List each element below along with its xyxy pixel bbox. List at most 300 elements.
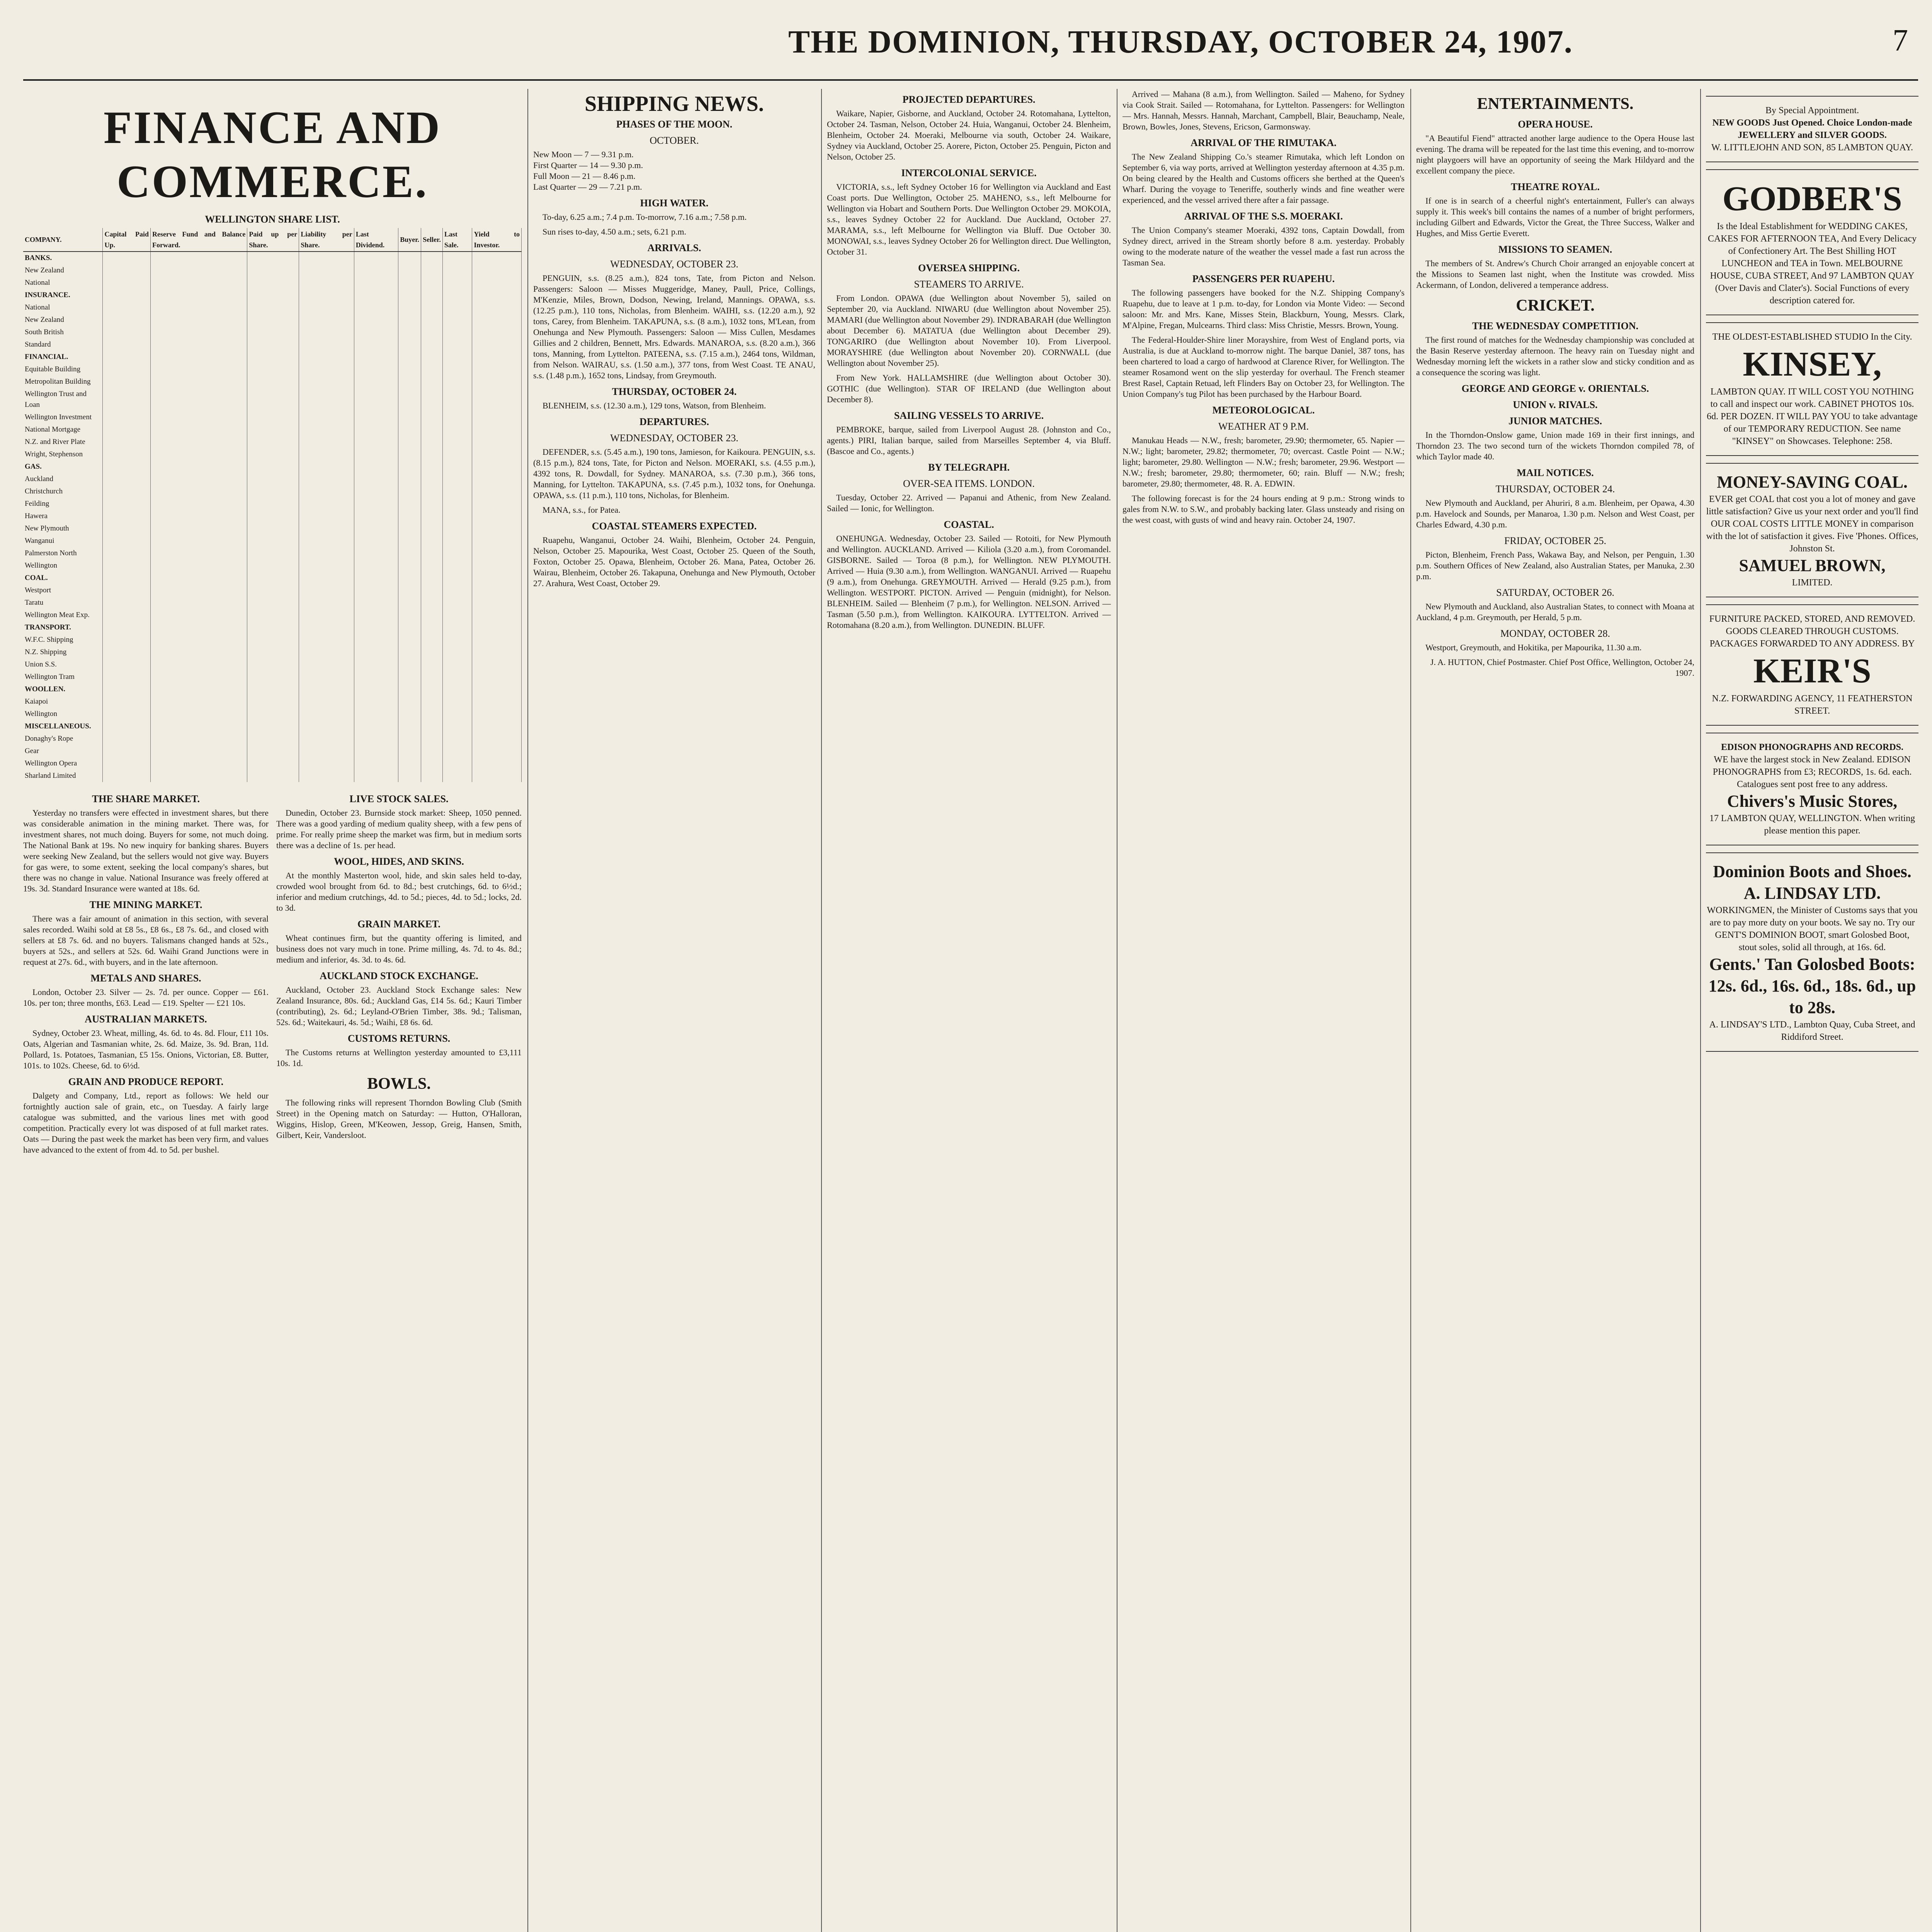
share-list-cell bbox=[354, 436, 398, 448]
intercolonial-head: INTERCOLONIAL SERVICE. bbox=[901, 167, 1037, 179]
misc-shipping-text: The Federal-Houlder-Shire liner Morayshire, from West of England ports, via Australia, is due at Auckland to-morrow night. The barque Daniel, 387 tons, has been chartered to load a cargo of hardwood at Clarence River, for Wellington. The steamer Rosamond went on the slip yesterday for overhaul. The French steamer Brest Rasel, Captain Retuad, left Flinders Bay on October 23, for Wellington. The Union Company's tug Pilot has been purchased by the Harbour Board. bbox=[1122, 335, 1405, 399]
share-list-company: Taratu bbox=[23, 597, 103, 609]
share-list-cell bbox=[247, 411, 299, 423]
share-list-row bbox=[23, 461, 522, 473]
share-list-cell bbox=[398, 314, 421, 326]
share-list-cell bbox=[103, 510, 151, 522]
share-list-cell bbox=[151, 683, 247, 696]
share-list-cell bbox=[103, 277, 151, 289]
auckland-head: AUCKLAND STOCK EXCHANGE. bbox=[320, 970, 478, 981]
share-list-cell bbox=[299, 301, 354, 314]
share-list-row bbox=[23, 314, 522, 326]
share-list-cell bbox=[103, 720, 151, 733]
shipping-column-3 bbox=[1122, 89, 1405, 1932]
share-list-company: Wellington Trust and Loan bbox=[23, 388, 103, 411]
share-list-cell bbox=[442, 560, 472, 572]
bowls-head: BOWLS. bbox=[367, 1075, 431, 1093]
share-list-cell bbox=[421, 535, 443, 547]
junior-head: JUNIOR MATCHES. bbox=[1508, 415, 1602, 427]
share-list-cell bbox=[354, 597, 398, 609]
share-list-cell bbox=[103, 388, 151, 411]
share-list-cell bbox=[247, 658, 299, 671]
share-market-text: Yesterday no transfers were effected in investment shares, but there was considerable animation in the mining market. There was, for investment shares, not much doing. Buyers for some, not much doing. The National Bank at 19s. No new inquiry for banking shares. Buyers were seeking New Zealand, but the sellers would not give way. Buyers for gas were, to some extent, seeking the local company's shares, but there was no change in value. National Insurance was freely offered at 19s. 3d. Standard Insurance were wanted at 18s. 6d. bbox=[23, 808, 269, 893]
share-list-cell bbox=[472, 597, 522, 609]
share-list-row bbox=[23, 547, 522, 560]
share-list-cell bbox=[247, 745, 299, 757]
share-list-cell bbox=[299, 745, 354, 757]
share-list-cell bbox=[472, 535, 522, 547]
share-list-cell bbox=[103, 423, 151, 436]
share-list-cell bbox=[354, 757, 398, 770]
wednesday-competition: THE WEDNESDAY COMPETITION. bbox=[1472, 320, 1639, 332]
share-list-cell bbox=[442, 498, 472, 510]
share-list-cell bbox=[247, 584, 299, 597]
share-list-cell bbox=[354, 314, 398, 326]
share-list-cell bbox=[247, 423, 299, 436]
arrivals-date: WEDNESDAY, OCTOBER 23. bbox=[610, 259, 738, 270]
share-list-cell bbox=[151, 351, 247, 363]
moon-phase: Full Moon — 21 — 8.46 p.m. bbox=[533, 171, 636, 181]
share-list-row bbox=[23, 522, 522, 535]
share-list-cell bbox=[103, 621, 151, 634]
moeraki-text: The Union Company's steamer Moeraki, 4392 tons, Captain Dowdall, from Sydney direct, arrived in the Stream shortly before 8 a.m. yesterday. Probably owing to the moderate nature of the weather the vessel made a fast run across the Tasman Sea. bbox=[1122, 225, 1405, 267]
share-list-company: National bbox=[23, 277, 103, 289]
share-list-company: N.Z. and River Plate bbox=[23, 436, 103, 448]
share-list-cell bbox=[398, 485, 421, 498]
share-list-cell bbox=[398, 696, 421, 708]
kinsey-top: THE OLDEST-ESTABLISHED STUDIO In the City. bbox=[1712, 332, 1912, 342]
share-list-cell bbox=[421, 720, 443, 733]
overseas-head: OVERSEA SHIPPING. bbox=[918, 262, 1020, 274]
share-list-company: Wellington Investment bbox=[23, 411, 103, 423]
share-list-cell bbox=[354, 609, 398, 621]
share-list-company: FINANCIAL. bbox=[23, 351, 103, 363]
share-list-cell bbox=[398, 745, 421, 757]
page-number: 7 bbox=[1893, 24, 1909, 58]
share-list-cell bbox=[442, 289, 472, 301]
share-list-row bbox=[23, 683, 522, 696]
share-list-cell bbox=[247, 671, 299, 683]
high-water-head: HIGH WATER. bbox=[640, 197, 709, 209]
share-list-cell bbox=[442, 363, 472, 376]
share-list-row bbox=[23, 609, 522, 621]
share-list-cell bbox=[421, 770, 443, 782]
share-list-company: New Zealand bbox=[23, 264, 103, 277]
share-list-cell bbox=[421, 411, 443, 423]
share-list-cell bbox=[354, 277, 398, 289]
share-list-cell bbox=[421, 436, 443, 448]
share-list-cell bbox=[151, 621, 247, 634]
share-list-cell bbox=[299, 363, 354, 376]
share-list-cell bbox=[354, 696, 398, 708]
godber-text: Is the Ideal Establishment for WEDDING CAKES, CAKES FOR AFTERNOON TEA, And Every Delicacy of Confectionery Art. The Best Shilling HOT LUNCHEON and TEA in Town. MELBOURNE HOUSE, CUBA STREET, And 97 LAMBTON QUAY (Over Davis and Clater's). Social Functions of every description catered for. bbox=[1708, 221, 1917, 306]
share-list-cell bbox=[247, 535, 299, 547]
moon-phase: New Moon — 7 — 9.31 p.m. bbox=[533, 150, 634, 159]
customs-head: CUSTOMS RETURNS. bbox=[347, 1033, 451, 1044]
wool-head: WOOL, HIDES, AND SKINS. bbox=[334, 856, 464, 867]
match-2: UNION v. RIVALS. bbox=[1513, 399, 1598, 410]
share-list-company: GAS. bbox=[23, 461, 103, 473]
share-list-row bbox=[23, 733, 522, 745]
share-list-cell bbox=[151, 388, 247, 411]
share-list-cell bbox=[151, 597, 247, 609]
share-list-cell bbox=[421, 560, 443, 572]
departures-head: DEPARTURES. bbox=[639, 416, 709, 427]
share-list-company: TRANSPORT. bbox=[23, 621, 103, 634]
share-list-row bbox=[23, 720, 522, 733]
share-list-cell bbox=[442, 683, 472, 696]
share-list-cell bbox=[421, 473, 443, 485]
share-list-cell bbox=[151, 314, 247, 326]
share-list-cell bbox=[299, 708, 354, 720]
share-list-cell bbox=[103, 461, 151, 473]
share-list-cell bbox=[442, 658, 472, 671]
share-list-cell bbox=[151, 301, 247, 314]
moon-phase: First Quarter — 14 — 9.30 p.m. bbox=[533, 160, 643, 170]
share-list-company: INSURANCE. bbox=[23, 289, 103, 301]
share-list-cell bbox=[151, 277, 247, 289]
seamen-text: The members of St. Andrew's Church Choir arranged an enjoyable concert at the Missions to Seamen last night, when the Institute was crowded. Miss Ackermann, of London, delivered a temperance address. bbox=[1416, 259, 1694, 290]
share-list-cell bbox=[472, 720, 522, 733]
share-list-cell bbox=[103, 597, 151, 609]
share-list-cell bbox=[398, 609, 421, 621]
share-list-cell bbox=[299, 252, 354, 264]
coal-ad bbox=[1706, 463, 1918, 597]
share-list-cell bbox=[421, 696, 443, 708]
share-list-row bbox=[23, 757, 522, 770]
share-list-company: Wright, Stephenson bbox=[23, 448, 103, 461]
share-list-cell bbox=[421, 252, 443, 264]
share-list-cell bbox=[354, 473, 398, 485]
share-list-cell bbox=[472, 423, 522, 436]
share-list-cell bbox=[472, 572, 522, 584]
entertainments-title: ENTERTAINMENTS. bbox=[1477, 95, 1634, 113]
share-list-row bbox=[23, 363, 522, 376]
share-list-cell bbox=[354, 351, 398, 363]
weather-text: Manukau Heads — N.W., fresh; barometer, 29.90; thermometer, 65. Napier — N.W.; light; barometer, 29.82; thermometer, 70; overcast. Castle Point — N.W.; light; barometer, 29.80. Wellington — N.W.; fresh; barometer, 29.96. Westport — N.W.; fresh; barometer, 29.80; thermometer, 60; rain. Bluff — N.W.; fresh; barometer, 29.80; thermometer, 48. R. A. EDWIN. bbox=[1122, 435, 1405, 488]
cricket-head: CRICKET. bbox=[1516, 297, 1595, 315]
share-list-cell bbox=[421, 351, 443, 363]
high-water-text: To-day, 6.25 a.m.; 7.4 p.m. To-morrow, 7.16 a.m.; 7.58 p.m. bbox=[543, 212, 747, 222]
share-list-company: Feilding bbox=[23, 498, 103, 510]
rimutaka-head: ARRIVAL OF THE RIMUTAKA. bbox=[1190, 137, 1337, 148]
share-list-cell bbox=[354, 498, 398, 510]
share-list-cell bbox=[103, 522, 151, 535]
grain-text: Dalgety and Company, Ltd., report as follows: We held our fortnightly auction sale of grain, etc., on Tuesday. A fairly large catalogue was submitted, and the various lines met with good competition. Practically every lot was disposed of at full market rates. Oats — During the past week the market has been very firm, and values have advanced to the extent of from 4d. to 5d. per bushel. bbox=[23, 1091, 269, 1155]
share-list-cell bbox=[472, 498, 522, 510]
share-list-cell bbox=[247, 696, 299, 708]
share-list-cell bbox=[354, 708, 398, 720]
share-list-cell bbox=[299, 436, 354, 448]
coastal-head: COASTAL. bbox=[944, 519, 994, 530]
share-list-cell bbox=[247, 264, 299, 277]
share-list-cell bbox=[442, 264, 472, 277]
share-list-cell bbox=[398, 326, 421, 338]
share-list-cell bbox=[472, 696, 522, 708]
edison-text: WE have the largest stock in New Zealand. EDISON PHONOGRAPHS from £3; RECORDS, 1s. 6d. each. Catalogues sent post free to any address. bbox=[1713, 755, 1912, 789]
share-list-company: Wellington bbox=[23, 560, 103, 572]
share-list-cell bbox=[151, 326, 247, 338]
mining-text: There was a fair amount of animation in this section, with several sales recorded. Waihi sold at £8 5s., £8 6s., £8 7s. 6d., and closed with sellers at £8 7s. 6d. and no buyers. Talismans changed hands at 52s., buyers at 52s., and sellers at 52s. 6d. Waihi Grand Junctions were in request at 27s. 6d., with buyers, and in the late afternoon. bbox=[23, 914, 269, 967]
share-list-cell bbox=[398, 436, 421, 448]
share-list-cell bbox=[103, 745, 151, 757]
share-list-cell bbox=[472, 252, 522, 264]
share-list-cell bbox=[398, 757, 421, 770]
mail-date-4: MONDAY, OCTOBER 28. bbox=[1500, 628, 1611, 639]
share-list-cell bbox=[442, 448, 472, 461]
share-list-cell bbox=[299, 388, 354, 411]
share-list-cell bbox=[472, 584, 522, 597]
share-list-row bbox=[23, 646, 522, 658]
share-list-cell bbox=[354, 338, 398, 351]
coal-title: MONEY-SAVING COAL. bbox=[1717, 473, 1908, 492]
share-list-cell bbox=[151, 572, 247, 584]
share-list-cell bbox=[442, 621, 472, 634]
share-list-cell bbox=[103, 683, 151, 696]
share-list-cell bbox=[398, 411, 421, 423]
metals-text: London, October 23. Silver — 2s. 7d. per ounce. Copper — £61. 10s. per ton; three months, £63. Lead — £19. Spelter — £21 10s. bbox=[23, 987, 269, 1008]
share-list-cell bbox=[103, 757, 151, 770]
share-list-cell bbox=[472, 634, 522, 646]
share-list-cell bbox=[299, 448, 354, 461]
share-list-company: MISCELLANEOUS. bbox=[23, 720, 103, 733]
share-list-cell bbox=[442, 436, 472, 448]
share-list-cell bbox=[103, 658, 151, 671]
share-list-cell bbox=[151, 252, 247, 264]
share-list-row bbox=[23, 423, 522, 436]
share-list-cell bbox=[151, 522, 247, 535]
share-list-company: Wellington Meat Exp. bbox=[23, 609, 103, 621]
share-list-cell bbox=[442, 597, 472, 609]
share-list-cell bbox=[421, 338, 443, 351]
share-list-cell bbox=[354, 745, 398, 757]
share-list-cell bbox=[299, 770, 354, 782]
share-list-cell bbox=[398, 264, 421, 277]
lindsay-ad bbox=[1706, 852, 1918, 1052]
share-list-cell bbox=[421, 658, 443, 671]
share-list-cell bbox=[103, 547, 151, 560]
share-list-company: Palmerston North bbox=[23, 547, 103, 560]
share-list-cell bbox=[421, 757, 443, 770]
share-list-cell bbox=[247, 733, 299, 745]
ruapehu-head: PASSENGERS PER RUAPEHU. bbox=[1192, 273, 1335, 284]
share-list-cell bbox=[421, 423, 443, 436]
share-list-cell bbox=[421, 745, 443, 757]
share-list-cell bbox=[398, 289, 421, 301]
share-list-cell bbox=[421, 448, 443, 461]
share-list-cell bbox=[151, 745, 247, 757]
share-list-cell bbox=[398, 708, 421, 720]
share-list-cell bbox=[103, 708, 151, 720]
share-list-cell bbox=[247, 757, 299, 770]
samuel-sub: LIMITED. bbox=[1792, 578, 1833, 588]
share-list-cell bbox=[354, 363, 398, 376]
overseas-text: From London. OPAWA (due Wellington about November 5), sailed on September 20, via Auckland. NIWARU (due Wellington about November 25). MAMARI (due Wellington about November 29). INDRABARAH (due Wellington about December 6). MATATUA (due Wellington about December 29). TONGARIRO (due Wellington about November 10). From Liverpool. MORAYSHIRE (due Wellington about November 20). CORNWALL (due Wellington about November 25). bbox=[827, 293, 1111, 368]
share-list-row bbox=[23, 301, 522, 314]
share-list-cell bbox=[398, 634, 421, 646]
share-list-cell bbox=[354, 411, 398, 423]
share-list-cell bbox=[247, 609, 299, 621]
share-list-cell bbox=[421, 621, 443, 634]
customs-text: The Customs returns at Wellington yesterday amounted to £3,111 10s. 1d. bbox=[276, 1048, 522, 1068]
share-list-cell bbox=[398, 423, 421, 436]
share-list-cell bbox=[442, 388, 472, 411]
share-list-cell bbox=[472, 436, 522, 448]
share-list-cell bbox=[354, 510, 398, 522]
share-list-row bbox=[23, 277, 522, 289]
share-list-cell bbox=[299, 289, 354, 301]
share-list-cell bbox=[151, 264, 247, 277]
share-list-cell bbox=[247, 522, 299, 535]
share-list-column-header: Reserve Fund and Balance Forward. bbox=[151, 228, 247, 252]
finance-title: FINANCE AND COMMERCE. bbox=[103, 102, 442, 207]
mail-text-1: New Plymouth and Auckland, per Ahuriri, 8 a.m. Blenheim, per Opawa, 4.30 p.m. Havelock and Sounds, per Manaroa, 1.30 p.m. Nelson and West Coast, per Charles Edward, 4.30 p.m. bbox=[1416, 498, 1694, 529]
share-list-cell bbox=[103, 560, 151, 572]
share-list-cell bbox=[421, 671, 443, 683]
samuel-title: SAMUEL BROWN, bbox=[1739, 556, 1886, 575]
share-list-cell bbox=[103, 436, 151, 448]
share-list-cell bbox=[442, 572, 472, 584]
share-list-cell bbox=[247, 485, 299, 498]
share-list-company: COAL. bbox=[23, 572, 103, 584]
share-list-row bbox=[23, 448, 522, 461]
golosh-price: Gents.' Tan Golosbed Boots: 12s. 6d., 16s. 6d., 18s. 6d., up to 28s. bbox=[1708, 955, 1916, 1017]
share-list-company: N.Z. Shipping bbox=[23, 646, 103, 658]
share-list-row bbox=[23, 498, 522, 510]
share-list-cell bbox=[103, 338, 151, 351]
share-list-cell bbox=[151, 560, 247, 572]
share-list-cell bbox=[472, 609, 522, 621]
share-list-cell bbox=[354, 621, 398, 634]
share-list-cell bbox=[442, 745, 472, 757]
share-list-cell bbox=[421, 510, 443, 522]
share-list-cell bbox=[299, 485, 354, 498]
share-list-cell bbox=[442, 510, 472, 522]
share-list-cell bbox=[472, 547, 522, 560]
littlejohn-name: W. LITTLEJOHN AND SON, 85 LAMBTON QUAY. bbox=[1711, 143, 1913, 153]
share-list-company: Christchurch bbox=[23, 485, 103, 498]
share-list-cell bbox=[472, 314, 522, 326]
share-list-cell bbox=[472, 277, 522, 289]
share-list-cell bbox=[151, 473, 247, 485]
shipping-title: SHIPPING NEWS. bbox=[585, 92, 764, 116]
share-list-cell bbox=[442, 770, 472, 782]
share-list-cell bbox=[299, 547, 354, 560]
share-list-cell bbox=[421, 634, 443, 646]
share-list-cell bbox=[151, 436, 247, 448]
share-list-cell bbox=[151, 363, 247, 376]
share-list-cell bbox=[442, 485, 472, 498]
share-list-cell bbox=[151, 671, 247, 683]
share-list-cell bbox=[442, 757, 472, 770]
share-list-company: W.F.C. Shipping bbox=[23, 634, 103, 646]
share-list-cell bbox=[398, 597, 421, 609]
share-list-cell bbox=[398, 770, 421, 782]
lindsay-text: WORKINGMEN, the Minister of Customs says that you are to pay more duty on your boots. We say no. Try our GENT'S DOMINION BOOT, smart Golosbed Boot, stout soles, solid all through, at 16s. 6d. bbox=[1707, 905, 1918, 952]
share-list-cell bbox=[472, 338, 522, 351]
share-list-cell bbox=[442, 584, 472, 597]
share-list-cell bbox=[354, 388, 398, 411]
share-list-cell bbox=[247, 634, 299, 646]
share-list-cell bbox=[247, 436, 299, 448]
share-list-cell bbox=[299, 498, 354, 510]
chivers-sub: 17 LAMBTON QUAY, WELLINGTON. When writing please mention this paper. bbox=[1709, 813, 1915, 836]
share-list-cell bbox=[247, 351, 299, 363]
thursday-departure: MANA, s.s., for Patea. bbox=[543, 505, 621, 515]
share-list-cell bbox=[442, 473, 472, 485]
share-list-company: Equitable Building bbox=[23, 363, 103, 376]
share-list-company: BANKS. bbox=[23, 252, 103, 264]
postmaster-sign: J. A. HUTTON, Chief Postmaster. Chief Post Office, Wellington, October 24, 1907. bbox=[1430, 657, 1694, 678]
share-list-cell bbox=[151, 696, 247, 708]
share-list-cell bbox=[103, 473, 151, 485]
share-list-cell bbox=[151, 423, 247, 436]
share-list-cell bbox=[421, 547, 443, 560]
share-list-cell bbox=[247, 277, 299, 289]
share-list-row bbox=[23, 584, 522, 597]
share-list-cell bbox=[472, 411, 522, 423]
sailing-head: SAILING VESSELS TO ARRIVE. bbox=[894, 410, 1044, 421]
share-list-cell bbox=[354, 376, 398, 388]
share-list-company: Metropolitan Building bbox=[23, 376, 103, 388]
share-list-company: New Plymouth bbox=[23, 522, 103, 535]
share-list-cell bbox=[421, 264, 443, 277]
meteorological-head: METEOROLOGICAL. bbox=[1212, 405, 1315, 416]
share-list-cell bbox=[299, 757, 354, 770]
share-list-cell bbox=[398, 351, 421, 363]
mail-head: MAIL NOTICES. bbox=[1517, 467, 1594, 478]
share-list-cell bbox=[247, 646, 299, 658]
share-list-cell bbox=[354, 547, 398, 560]
share-list-cell bbox=[472, 473, 522, 485]
share-list-cell bbox=[421, 326, 443, 338]
share-list-cell bbox=[299, 634, 354, 646]
share-list-cell bbox=[442, 411, 472, 423]
share-list-cell bbox=[472, 326, 522, 338]
livestock-head: LIVE STOCK SALES. bbox=[349, 793, 449, 804]
telegraph-head: BY TELEGRAPH. bbox=[928, 462, 1010, 473]
share-list-column-header: Yield to Investor. bbox=[472, 228, 522, 252]
share-list-cell bbox=[299, 720, 354, 733]
share-list-cell bbox=[151, 708, 247, 720]
finance-section bbox=[23, 89, 522, 1932]
share-list-cell bbox=[442, 326, 472, 338]
share-list-cell bbox=[151, 658, 247, 671]
share-list-cell bbox=[442, 708, 472, 720]
newyork-text: From New York. HALLAMSHIRE (due Wellington about October 30). GOTHIC (due Wellington). STAR OF IRELAND (due Wellington about December 8). bbox=[827, 373, 1111, 404]
share-list-cell bbox=[354, 252, 398, 264]
mail-text-3: New Plymouth and Auckland, also Australian States, to connect with Moana at Auckland, 4 p.m. Greymouth, per Herald, 5 p.m. bbox=[1416, 602, 1694, 622]
share-list-cell bbox=[398, 547, 421, 560]
australian-text: Sydney, October 23. Wheat, milling, 4s. 6d. to 4s. 8d. Flour, £11 10s. Oats, Algerian and Tasmanian white, 2s. 6d. Maize, 3s. 9d. Bran, 11d. Pollard, 1s. Potatoes, Tasmanian, £5 15s. Onions, Victorian, £8. Butter, 101s. to 102s. Cheese, 6d. to 6½d. bbox=[23, 1028, 269, 1070]
share-list-cell bbox=[472, 351, 522, 363]
share-list-cell bbox=[103, 252, 151, 264]
thursday-head: THURSDAY, OCTOBER 24. bbox=[612, 386, 737, 397]
share-list-cell bbox=[103, 584, 151, 597]
share-list-cell bbox=[103, 572, 151, 584]
share-list-cell bbox=[103, 646, 151, 658]
share-list-cell bbox=[103, 485, 151, 498]
share-list-row bbox=[23, 634, 522, 646]
arrivals-head: ARRIVALS. bbox=[647, 242, 701, 253]
share-list-cell bbox=[442, 609, 472, 621]
share-list-cell bbox=[103, 671, 151, 683]
share-list-cell bbox=[354, 770, 398, 782]
share-list-cell bbox=[354, 560, 398, 572]
share-list-cell bbox=[442, 277, 472, 289]
share-list-cell bbox=[299, 326, 354, 338]
shipping-column-2 bbox=[827, 89, 1111, 1932]
